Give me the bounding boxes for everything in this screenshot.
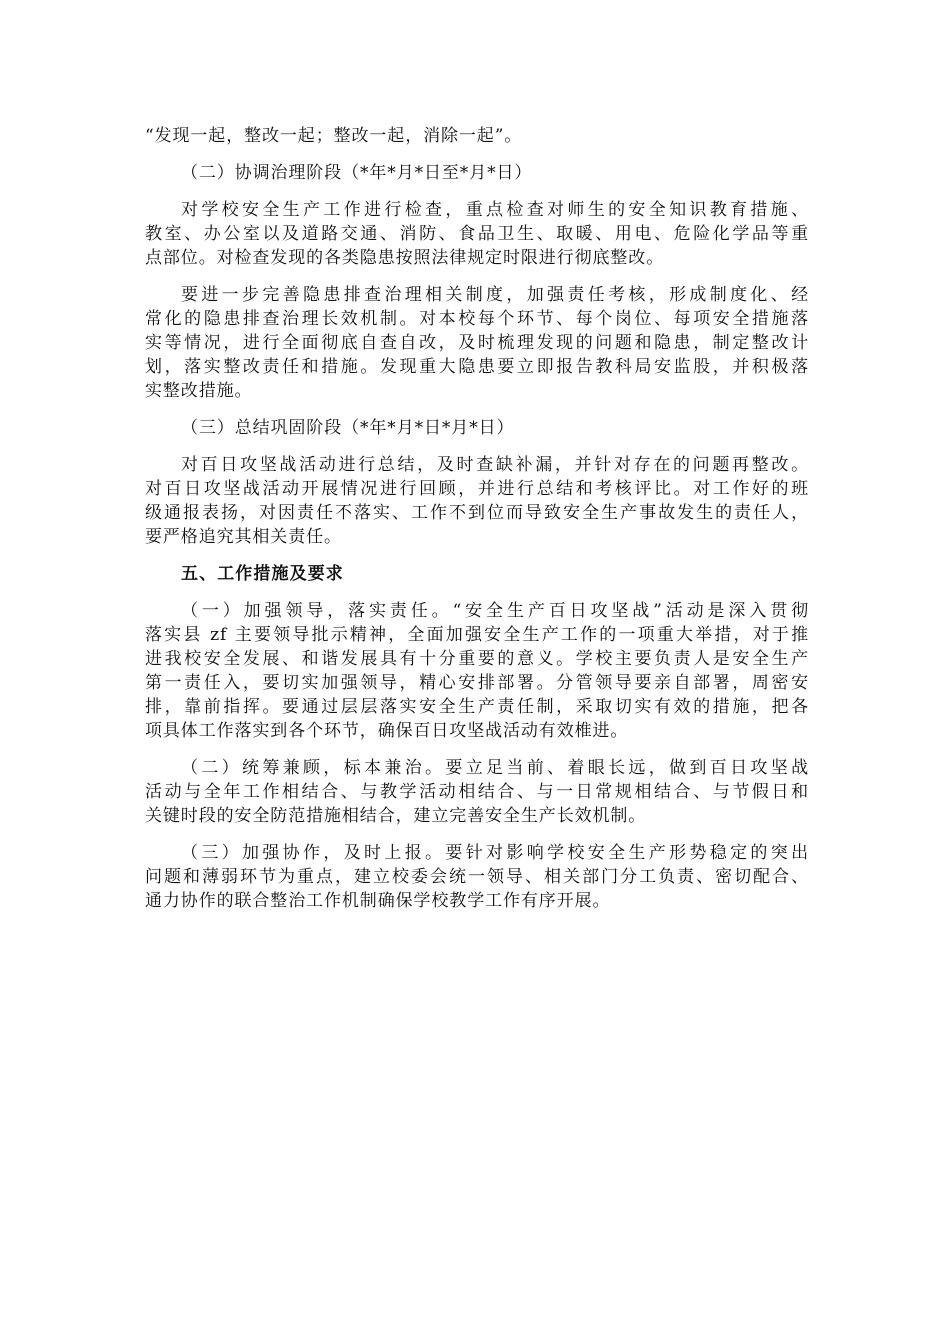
text-line: 活动与全年工作相结合、与教学活动相结合、与一日常规相结合、与节假日和 (145, 782, 809, 802)
section-subheading: （三）总结巩固阶段（*年*月*日*月*日） (181, 418, 515, 438)
document-body (145, 124, 809, 913)
text-line: 常化的隐患排查治理长效机制。对本校每个环节、每个岗位、每项安全措施落 (145, 309, 809, 329)
text-line: 实等情况，进行全面彻底自查自改，及时梳理发现的问题和隐患，制定整改计 (145, 333, 809, 353)
text-line: 项具体工作落实到各个环节，确保百日攻坚战活动有效椎进。 (145, 721, 629, 741)
text-line: 对百日攻坚战活动进行总结，及时查缺补漏，并针对存在的问题再整改。 (181, 455, 809, 475)
section-heading: 五、工作措施及要求 (181, 564, 344, 584)
text-line: “发现一起，整改一起；整改一起，消除一起”。 (145, 126, 523, 146)
text-line: （一）加强领导，落实责任。“安全生产百日攻坚战”活动是深入贯彻 (181, 601, 809, 621)
text-line: 要严格追究其相关责任。 (145, 527, 342, 547)
text-line: 级通报表扬，对因责任不落实、工作不到位而导致安全生产事故发生的责任人， (145, 503, 809, 523)
text-line: 对百日攻坚战活动开展情况进行回顾，并进行总结和考核评比。对工作好的班 (145, 479, 809, 499)
text-line: 第一责任入，要切实加强领导，精心安排部署。分管领导要亲自部署，周密安 (145, 673, 809, 693)
text-line: 排，靠前指挥。要通过层层落实安全生产责任制，采取切实有效的措施，把各 (145, 697, 809, 717)
text-line: 关键时段的安全防范措施相结合，建立完善安全生产长效机制。 (145, 806, 647, 826)
text-line: 问题和薄弱环节为重点，建立校委会统一领导、相关部门分工负责、密切配合、 (145, 867, 809, 887)
text-line: 划，落实整改责任和措施。发现重大隐患要立即报告教科局安监股，并积极落 (145, 357, 809, 377)
text-line: 实整改措施。 (145, 381, 253, 401)
section-subheading: （二）协调治理阶段（*年*月*日至*月*日） (181, 163, 533, 183)
text-line: （三）加强协作，及时上报。要针对影响学校安全生产形势稳定的突出 (181, 843, 809, 863)
text-line: （二）统筹兼顾，标本兼治。要立足当前、着眼长远，做到百日攻坚战 (181, 758, 809, 778)
text-line: 要进一步完善隐患排查治理相关制度，加强责任考核，形成制度化、经 (181, 285, 809, 305)
text-line: 通力协作的联合整治工作机制确保学校教学工作有序开展。 (145, 891, 611, 911)
text-line: 教室、办公室以及道路交通、消防、食品卫生、取暖、用电、危险化学品等重 (145, 224, 809, 244)
text-line: 落实县 zf 主要领导批示精神，全面加强安全生产工作的一项重大举措，对于推 (145, 625, 809, 645)
text-line: 对学校安全生产工作进行检查，重点检查对师生的安全知识教育措施、 (181, 200, 809, 220)
text-line: 进我校安全发展、和谐发展具有十分重要的意义。学校主要负责人是安全生产 (145, 649, 809, 669)
text-line: 点部位。对检查发现的各类隐患按照法律规定时限进行彻底整改。 (145, 248, 665, 268)
